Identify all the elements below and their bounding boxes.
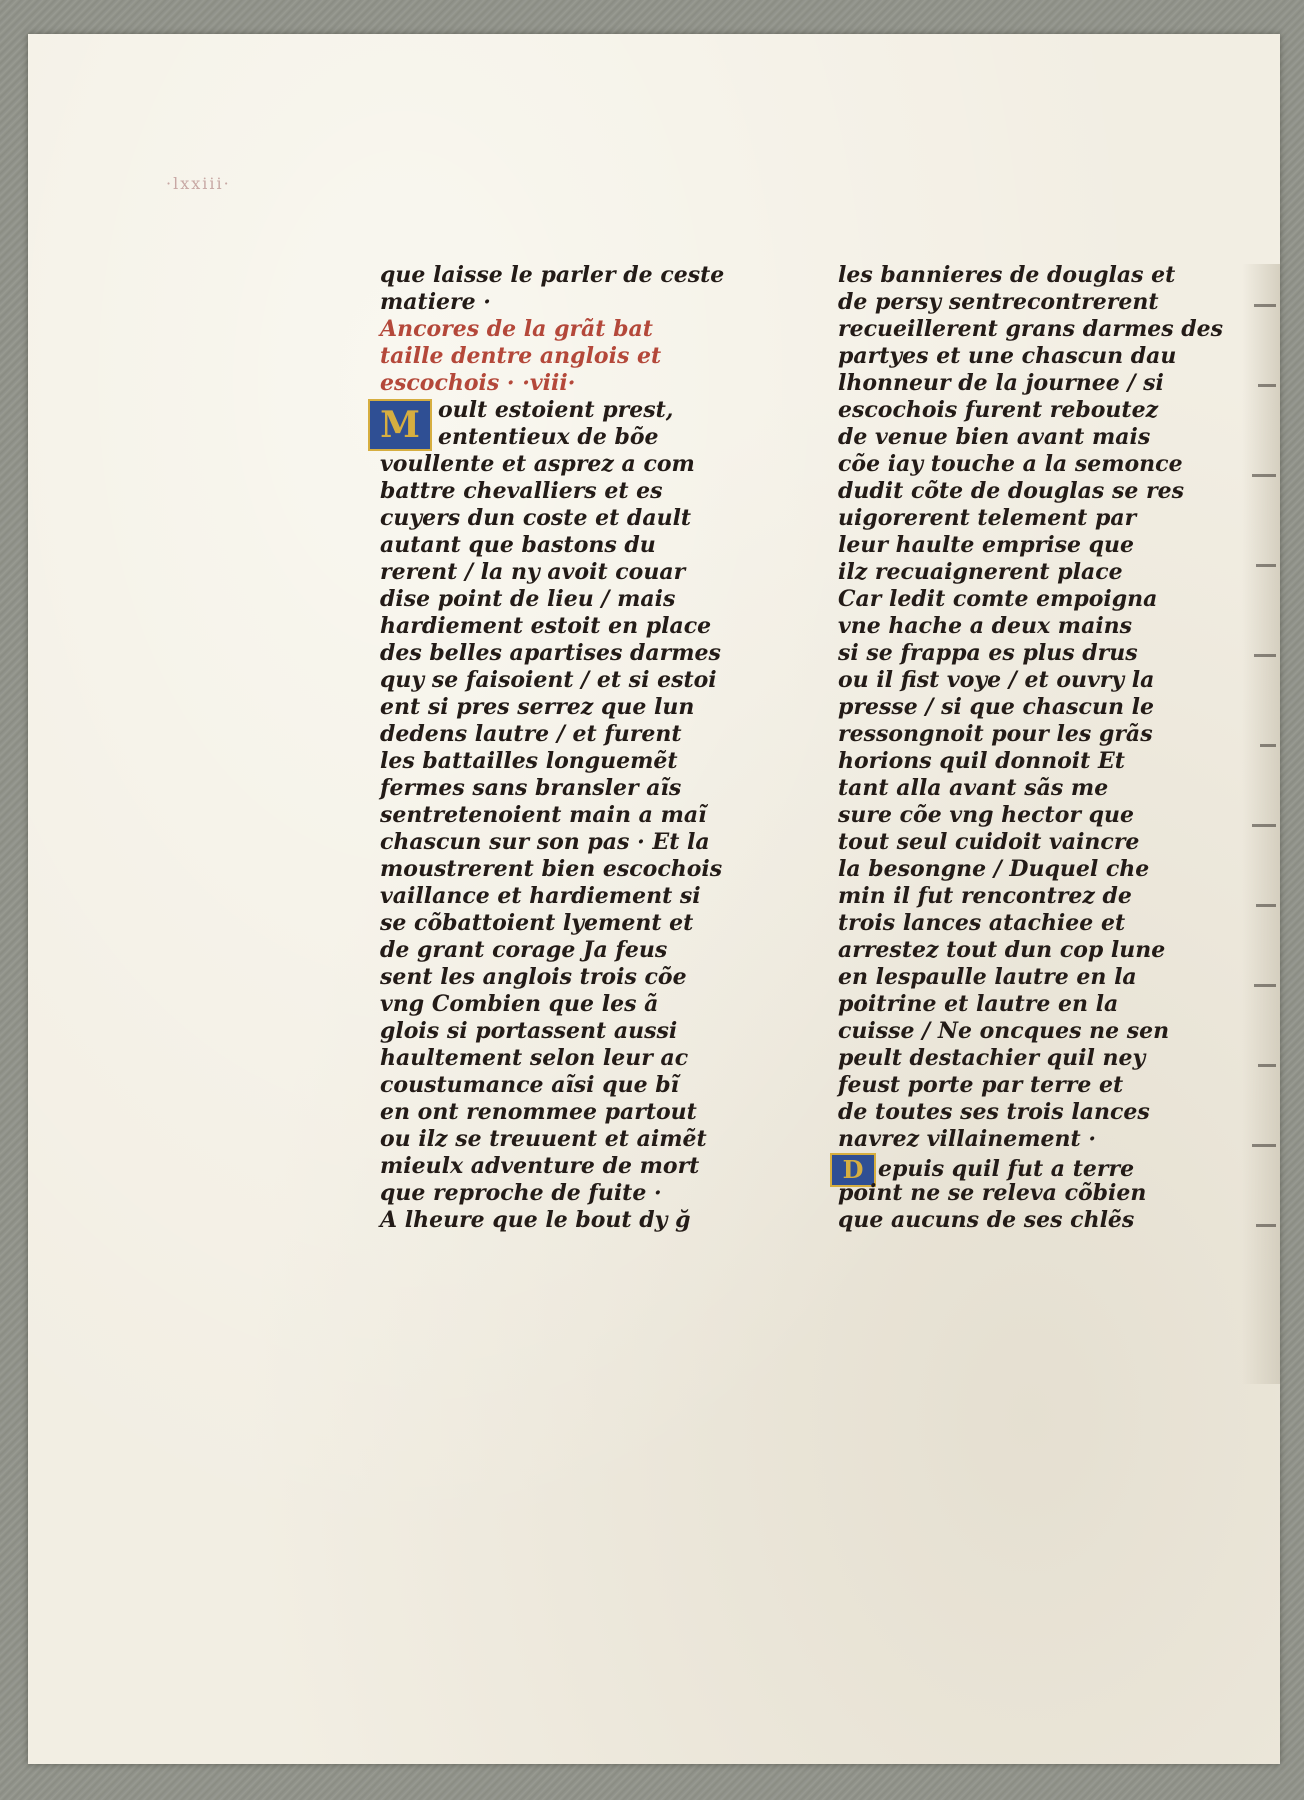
manuscript-folio xyxy=(28,34,1280,1764)
text-line: que aucuns de ses chlẽs xyxy=(838,1207,1135,1233)
text-line: coustumance aĩsi que bĩ xyxy=(380,1072,679,1098)
text-line: cõe iay touche a la semonce xyxy=(838,451,1183,477)
text-line: de grant corage Ja feus xyxy=(380,937,668,963)
illuminated-initial: D xyxy=(830,1153,876,1187)
text-line: peult destachier quil ney xyxy=(838,1045,1146,1071)
folio-number: ·lxxiii· xyxy=(166,174,231,193)
text-line: que laisse le parler de ceste xyxy=(380,262,725,288)
text-line: rerent / la ny avoit couar xyxy=(380,559,686,585)
text-line: min il fut rencontrez de xyxy=(838,883,1132,909)
text-line: quy se faisoient / et si estoi xyxy=(380,667,717,693)
text-line: ilz recuaignerent place xyxy=(838,559,1123,585)
text-line: sure cõe vng hector que xyxy=(838,802,1135,828)
text-line: ressongnoit pour les grãs xyxy=(838,721,1153,747)
text-line: en ont renommee partout xyxy=(380,1099,697,1125)
illuminated-initial: M xyxy=(368,399,432,451)
text-line: mieulx adventure de mort xyxy=(380,1153,700,1179)
text-line: partyes et une chascun dau xyxy=(838,343,1177,369)
text-line: tout seul cuidoit vaincre xyxy=(838,829,1140,855)
text-line: lhonneur de la journee / si xyxy=(838,370,1164,396)
text-line: M oult estoient prest, xyxy=(380,397,790,424)
text-line: cuisse / Ne oncques ne sen xyxy=(838,1018,1170,1044)
text-line: leur haulte emprise que xyxy=(838,532,1135,558)
text-line: ou il fist voye / et ouvry la xyxy=(838,667,1155,693)
text-line: vaillance et hardiement si xyxy=(380,883,701,909)
text-line: se cõbattoient lyement et xyxy=(380,910,694,936)
text-line: trois lances atachiee et xyxy=(838,910,1126,936)
text-line: uigorerent telement par xyxy=(838,505,1137,531)
text-line: dise point de lieu / mais xyxy=(380,586,676,612)
text-line: autant que bastons du xyxy=(380,532,656,558)
text-line: que reproche de fuite · xyxy=(380,1180,662,1206)
text-line: vne hache a deux mains xyxy=(838,613,1133,639)
text-line: de toutes ses trois lances xyxy=(838,1099,1150,1125)
text-line: Car ledit comte empoigna xyxy=(838,586,1158,612)
text-line: ententieux de bõe xyxy=(438,424,659,450)
text-line: dedens lautre / et furent xyxy=(380,721,682,747)
text-line: A lheure que le bout dy ğ xyxy=(380,1207,691,1233)
text-line: presse / si que chascun le xyxy=(838,694,1154,720)
text-line: ou ilz se treuuent et aimẽt xyxy=(380,1126,707,1152)
text-line: cuyers dun coste et dault xyxy=(380,505,692,531)
text-line: des belles apartises darmes xyxy=(380,640,721,666)
text-line: battre chevalliers et es xyxy=(380,478,663,504)
text-line: en lespaulle lautre en la xyxy=(838,964,1137,990)
text-line: si se frappa es plus drus xyxy=(838,640,1138,666)
text-line: la besongne / Duquel che xyxy=(838,856,1150,882)
text-line: matiere · xyxy=(380,289,491,315)
text-line: sentretenoient main a maĩ xyxy=(380,802,707,828)
left-text-column xyxy=(380,262,790,1234)
text-line: les bannieres de douglas et xyxy=(838,262,1176,288)
text-line: poitrine et lautre en la xyxy=(838,991,1119,1017)
text-line: chascun sur son pas · Et la xyxy=(380,829,710,855)
text-line: glois si portassent aussi xyxy=(380,1018,678,1044)
text-line: les battailles longuemẽt xyxy=(380,748,678,774)
text-line: fermes sans bransler aĩs xyxy=(380,775,682,801)
text-line: navrez villainement · xyxy=(838,1126,1096,1152)
text-line: de venue bien avant mais xyxy=(838,424,1151,450)
text-line: vng Combien que les ã xyxy=(380,991,659,1017)
rubric-line: escochois · ·viii· xyxy=(380,370,576,396)
text-line: dudit cõte de douglas se res xyxy=(838,478,1184,504)
rubric-line: taille dentre anglois et xyxy=(380,343,662,369)
text-line: escochois furent reboutez xyxy=(838,397,1159,423)
text-line: arrestez tout dun cop lune xyxy=(838,937,1166,963)
text-line: horions quil donnoit Et xyxy=(838,748,1125,774)
text-line: D epuis quil fut a terre xyxy=(838,1153,1258,1180)
text-line: feust porte par terre et xyxy=(838,1072,1124,1098)
text-line: voullente et asprez a com xyxy=(380,451,695,477)
text-line: haultement selon leur ac xyxy=(380,1045,689,1071)
text-line: moustrerent bien escochois xyxy=(380,856,723,882)
text-line: point ne se releva cõbien xyxy=(838,1180,1147,1206)
text-line: hardiement estoit en place xyxy=(380,613,712,639)
text-line: ent si pres serrez que lun xyxy=(380,694,695,720)
text-line: tant alla avant sãs me xyxy=(838,775,1109,801)
text-line: sent les anglois trois cõe xyxy=(380,964,687,990)
text-line: recueillerent grans darmes des xyxy=(838,316,1224,342)
text-line: de persy sentrecontrerent xyxy=(838,289,1159,315)
right-text-column xyxy=(838,262,1258,1234)
rubric-line: Ancores de la grãt bat xyxy=(380,316,653,342)
